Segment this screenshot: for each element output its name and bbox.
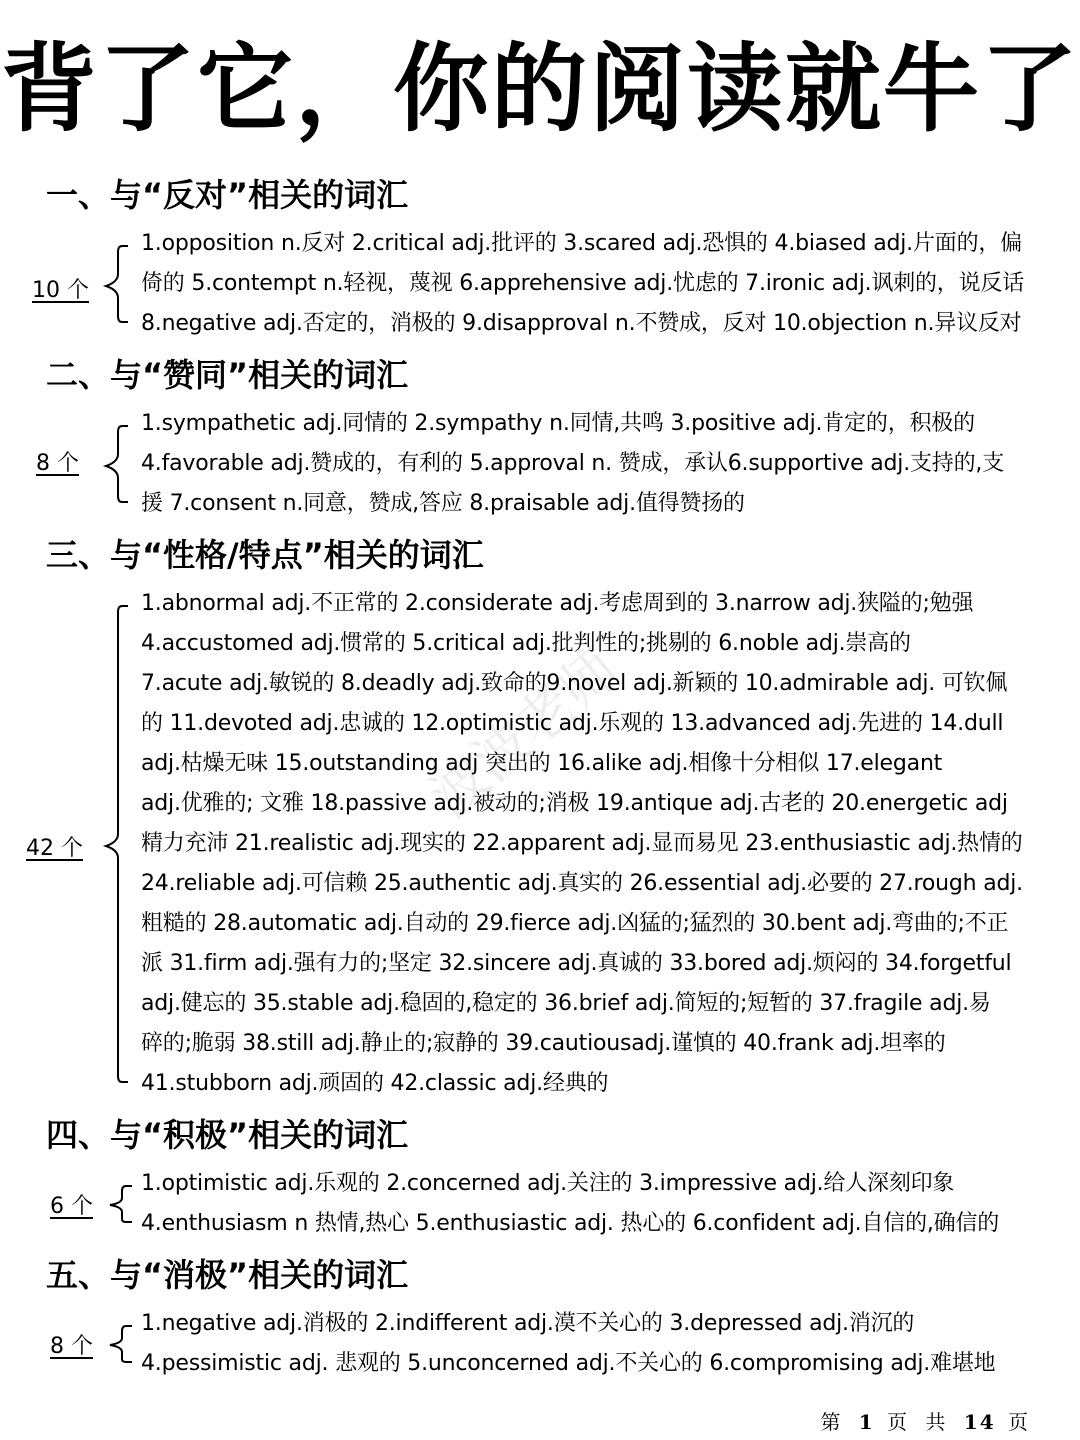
section-2-brace [88,424,138,504]
section-2-count: 8 个 [36,451,79,476]
footer-total-pages: 14 [963,1410,996,1434]
section-4-entries [141,1164,1041,1244]
watermark: 波波老师 [418,636,632,831]
section-1-entries [141,224,1041,344]
section-4-line-1: 1.optimistic adj.乐观的 2.concerned adj.关注的 3.impressive adj.给人深刻印象 [141,1171,955,1196]
section-3-line-5: adj.枯燥无味 15.outstanding adj 突出的 16.alike adj.相像十分相似 17.elegant [141,751,943,776]
section-3-line-13: 41.stubborn adj.顽固的 42.classic adj.经典的 [141,1071,609,1096]
section-3-line-10: 派 31.firm adj.强有力的;坚定 32.sincere adj.真诚的 33.bored adj.烦闷的 34.forgetful [141,951,1012,976]
page-title: 背了它，你的阅读就牛了 [1,33,1079,145]
section-3-heading: 三、与“性格/特点”相关的词汇 [46,536,484,574]
section-3-line-12: 碎的;脆弱 38.still adj.静止的;寂静的 39.cautiousadj.谨慎的 40.frank adj.坦率的 [141,1031,946,1056]
section-5-line-2: 4.pessimistic adj. 悲观的 5.unconcerned adj.不关心的 6.compromising adj.难堪地 [141,1351,996,1376]
section-3-line-6: adj.优雅的; 文雅 18.passive adj.被动的;消极 19.antique adj.古老的 20.energetic adj [141,791,1008,816]
section-5-brace [96,1324,140,1364]
section-4-line-2: 4.enthusiasm n 热情,热心 5.enthusiastic adj. 热心的 6.confident adj.自信的,确信的 [141,1211,1000,1236]
section-4-heading: 四、与“积极”相关的词汇 [46,1116,409,1154]
section-3-line-1: 1.abnormal adj.不正常的 2.considerate adj.考虑周到的 3.narrow adj.狭隘的;勉强 [141,591,974,616]
section-3-line-8: 24.reliable adj.可信赖 25.authentic adj.真实的 26.essential adj.必要的 27.rough adj. [141,871,1023,896]
section-3-brace [88,604,138,1084]
section-3-line-4: 的 11.devoted adj.忠诚的 12.optimistic adj.乐观的 13.advanced adj.先进的 14.dull [141,711,1004,736]
section-2-entries [141,404,1041,524]
footer-prefix: 第 [820,1410,847,1434]
section-3-line-9: 粗糙的 28.automatic adj.自动的 29.fierce adj.凶猛的;猛烈的 30.bent adj.弯曲的;不正 [141,911,1009,936]
section-5-entries [141,1304,1041,1384]
section-3-line-7: 精力充沛 21.realistic adj.现实的 22.apparent adj.显而易见 23.enthusiastic adj.热情的 [141,831,1023,856]
page-footer [820,1406,1034,1435]
section-1-heading: 一、与“反对”相关的词汇 [46,176,409,214]
section-5-line-1: 1.negative adj.消极的 2.indifferent adj.漠不关心的 3.depressed adj.消沉的 [141,1311,915,1336]
section-3-count: 42 个 [26,836,83,861]
section-4-count: 6 个 [50,1194,93,1219]
section-3-line-11: adj.健忘的 35.stable adj.稳固的,稳定的 36.brief adj.简短的;短暂的 37.fragile adj.易 [141,991,991,1016]
section-4-brace [96,1184,140,1224]
section-1-line-2: 倚的 5.contempt n.轻视，蔑视 6.apprehensive adj.忧虑的 7.ironic adj.讽刺的，说反话 [141,271,1024,296]
footer-middle: 页 共 [887,1410,952,1434]
section-3-line-3: 7.acute adj.敏锐的 8.deadly adj.致命的9.novel adj.新颖的 10.admirable adj. 可钦佩 [141,671,1008,696]
section-1-brace [88,244,138,324]
section-2-line-2: 4.favorable adj.赞成的，有利的 5.approval n. 赞成，承认6.supportive adj.支持的,支 [141,451,1004,476]
section-3-line-2: 4.accustomed adj.惯常的 5.critical adj.批判性的;挑剔的 6.noble adj.崇高的 [141,631,911,656]
section-1-line-1: 1.opposition n.反对 2.critical adj.批评的 3.scared adj.恐惧的 4.biased adj.片面的，偏 [141,231,1022,256]
section-1-line-3: 8.negative adj.否定的，消极的 9.disapproval n.不赞成，反对 10.objection n.异议反对 [141,311,1022,336]
section-2-line-3: 援 7.consent n.同意，赞成,答应 8.praisable adj.值得赞扬的 [141,491,745,516]
footer-suffix: 页 [1008,1410,1034,1434]
footer-current-page: 1 [858,1410,875,1434]
section-5-heading: 五、与“消极”相关的词汇 [46,1256,409,1294]
section-5-count: 8 个 [50,1334,93,1359]
section-2-line-1: 1.sympathetic adj.同情的 2.sympathy n.同情,共鸣 3.positive adj.肯定的，积极的 [141,411,975,436]
section-1-count: 10 个 [32,278,89,303]
section-2-heading: 二、与“赞同”相关的词汇 [46,356,409,394]
section-3-entries [141,584,1041,1104]
